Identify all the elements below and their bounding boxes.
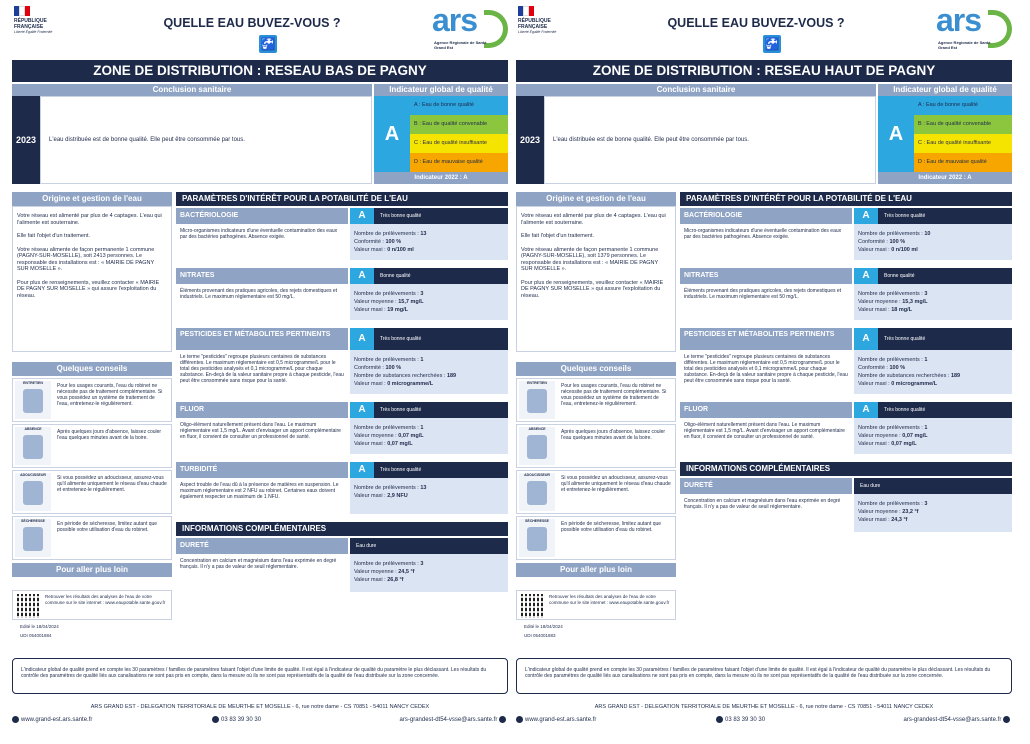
param-description: Le terme "pesticides" regroupe plusieurs centaines de substances différentes. Le maximum réglementaire est 0,5 microgramme/L pour le total des pesticides analysés et 0,1 microgramme/L pour chaque substance. En-deçà de la valeur sanitaire propre à chaque pesticide, l'eau peut être consommée sans risque pour la santé. <box>180 354 344 384</box>
param-grade: A <box>854 402 878 418</box>
param-stats <box>350 418 508 454</box>
info-header: INFORMATIONS COMPLÉMENTAIRES <box>680 462 1012 476</box>
tip-text: Si vous possédez un adoucisseur, assurez-vous qu'il alimente uniquement le réseau d'eau chaude et entretenez-le régulièrement. <box>561 475 671 493</box>
tip-card <box>12 516 172 560</box>
param-grade: A <box>350 328 374 350</box>
stat-line: Nombre de prélèvements : 13 <box>354 231 427 237</box>
durete-stats <box>350 554 508 592</box>
stat-line: Valeur maxi : 26,8 °f <box>354 577 404 583</box>
stat-line: Valeur maxi : 0 n/100 ml <box>354 247 414 253</box>
quality-level-0: A : Eau de bonne qualité <box>410 96 508 115</box>
stat-line: Valeur maxi : 0 microgramme/L <box>858 381 938 387</box>
at-sign-icon <box>1003 716 1010 723</box>
water-quality-sheet <box>12 0 508 724</box>
stat-line: Nombre de prélèvements : 3 <box>354 291 424 297</box>
origin-header: Origine et gestion de l'eau <box>516 192 676 206</box>
tip-illustration-icon: ABSENCE <box>15 427 51 465</box>
tip-text: En période de sécheresse, limitez autant que possible votre utilisation d'eau du robinet. <box>561 521 662 533</box>
stat-line: Valeur maxi : 0 microgramme/L <box>354 381 434 387</box>
param-grade: A <box>854 328 878 350</box>
french-flag-icon <box>14 6 30 16</box>
stat-line: Nombre de prélèvements : 10 <box>858 231 931 237</box>
phone-number: 03 83 39 30 30 <box>716 716 765 723</box>
globe-icon <box>516 716 523 723</box>
info-header: INFORMATIONS COMPLÉMENTAIRES <box>176 522 508 536</box>
tip-illustration-icon: ADOUCISSEUR <box>15 473 51 511</box>
republique-label: RÉPUBLIQUE FRANÇAISE Liberté Égalité Fraternité <box>518 18 557 34</box>
param-description: Oligo-élément naturellement présent dans l'eau. Le maximum réglementaire est 1,5 mg/L. Avant d'envisager un apport complémentaire en fluor, il convient de consulter un professionnel de santé. <box>684 422 845 440</box>
footnote: L'indicateur global de qualité prend en compte les 30 paramètres / familles de paramètres faisant l'objet d'une limite de qualité. Il est égal à l'indicateur de qualité du paramètre le plus déclassant. Les résultats du contrôle des paramètres de qualité liés aux canalisations ne sont pas pris en compte, dans la mesure où ils ne sont pas représentatifs de la qualité de l'eau distribuée sur la zone concernée. <box>516 658 1012 694</box>
param-description: Aspect trouble de l'eau dû à la présence de matières en suspension. Le maximum réglementaire est 2 NFU au robinet. Certaines eaux doivent également respecter un maximum de 1 NFU. <box>180 482 339 500</box>
tip-illustration-icon: SÉCHERESSE <box>15 519 51 557</box>
origin-paragraph: Elle fait l'objet d'un traitement. <box>521 233 595 239</box>
zone-title: ZONE DE DISTRIBUTION : RESEAU HAUT DE PAGNY <box>516 60 1012 82</box>
conclusion-header: Conclusion sanitaire <box>516 84 876 96</box>
stat-line: Conformité : 100 % <box>858 365 906 371</box>
param-grade: A <box>350 462 374 478</box>
year-label: 2023 <box>12 96 40 184</box>
tip-card <box>516 516 676 560</box>
quality-level-0: A : Eau de bonne qualité <box>914 96 1012 115</box>
param-stats <box>854 418 1012 454</box>
stat-line: Nombre de prélèvements : 1 <box>354 425 424 431</box>
origin-paragraph: Elle fait l'objet d'un traitement. <box>17 233 91 239</box>
durete-description: Concentration en calcium et magnésium dans l'eau exprimée en degré français. Il n'y a pas de valeur de seuil réglementaire. <box>684 498 841 510</box>
stat-line: Valeur maxi : 19 mg/L <box>354 307 409 313</box>
param-quality: Très bonne qualité <box>374 208 508 224</box>
tip-text: Après quelques jours d'absence, laissez couler l'eau quelques minutes avant de la boire. <box>57 429 162 441</box>
param-stats <box>854 284 1012 320</box>
param-description: Éléments provenant des pratiques agricoles, des rejets domestiques et industriels. Le maximum réglementaire est 50 mg/L. <box>180 288 338 300</box>
origin-paragraph: Votre réseau alimente de façon permanente 1 commune (PAGNY-SUR-MOSELLE), soit 2413 personnes. Le responsable des installations est : « MAIRIE DE PAGNY SUR MOSELLE ». <box>17 246 155 272</box>
website-link[interactable]: www.grand-est.ars.sante.fr <box>516 716 596 723</box>
ars-logo: ars Agence Régionale de Santé Grand Est <box>432 8 512 54</box>
tip-illustration-icon: SÉCHERESSE <box>519 519 555 557</box>
republique-label: RÉPUBLIQUE FRANÇAISE Liberté Égalité Fraternité <box>14 18 53 34</box>
further-header: Pour aller plus loin <box>12 563 172 577</box>
stat-line: Nombre de prélèvements : 3 <box>858 501 928 507</box>
stat-line: Nombre de substances recherchées : 189 <box>858 373 961 379</box>
further-text: Retrouver les résultats des analyses de l'eau de votre commune sur le site internet : www.eaupotable.sante.gouv.fr <box>549 594 670 605</box>
param-description: Micro-organismes indicateurs d'une éventuelle contamination des eaux par des bactéries pathogènes. Absence exigée. <box>684 228 842 240</box>
param-name: TURBIDITÉ <box>176 462 348 478</box>
durete-name: DURETÉ <box>176 538 348 554</box>
origin-paragraph: Votre réseau est alimenté par plus de 4 captages. L'eau qui l'alimente est souterraine. <box>17 213 162 226</box>
tap-icon: 🚰 <box>260 37 276 51</box>
global-grade: A <box>374 96 410 172</box>
email-link[interactable]: ars-grandest-dt54-vsse@ars.sante.fr <box>904 716 1012 723</box>
page-header <box>516 0 1012 56</box>
durete-name: DURETÉ <box>680 478 852 494</box>
param-name: BACTÉRIOLOGIE <box>680 208 852 224</box>
origin-panel <box>12 206 172 352</box>
stat-line: Nombre de prélèvements : 3 <box>858 291 928 297</box>
water-quality-sheet <box>516 0 1012 724</box>
udi-code: UDI 054001883 <box>524 633 556 638</box>
tips-header: Quelques conseils <box>12 362 172 376</box>
stat-line: Nombre de prélèvements : 1 <box>858 357 928 363</box>
email-link[interactable]: ars-grandest-dt54-vsse@ars.sante.fr <box>400 716 508 723</box>
indicator-header: Indicateur global de qualité <box>374 84 508 96</box>
quality-level-3: D : Eau de mauvaise qualité <box>914 153 1012 172</box>
stat-line: Valeur maxi : 2,9 NFU <box>354 493 408 499</box>
tip-text: Pour les usages courants, l'eau du robinet ne nécessite pas de traitement complémentaire. Si vous possédez un système de traitement de l'eau, entretenez-le régulièrement. <box>561 383 667 407</box>
param-name: NITRATES <box>176 268 348 284</box>
param-stats <box>854 224 1012 260</box>
param-grade: A <box>854 268 878 284</box>
edited-date: Edité le 18/04/2024 <box>524 624 563 629</box>
param-quality: Très bonne qualité <box>374 402 508 418</box>
param-name: NITRATES <box>680 268 852 284</box>
stat-line: Conformité : 100 % <box>354 365 402 371</box>
origin-paragraph: Votre réseau est alimenté par plus de 4 captages. L'eau qui l'alimente est souterraine. <box>521 213 666 226</box>
origin-paragraph: Votre réseau alimente de façon permanente 1 commune (PAGNY-SUR-MOSELLE), soit 1379 personnes. Le responsable des installations est : « MAIRIE DE PAGNY SUR MOSELLE ». <box>521 246 659 272</box>
param-name: PESTICIDES ET MÉTABOLITES PERTINENTS <box>680 328 852 350</box>
tip-illustration-icon: ENTRETIEN <box>519 381 555 419</box>
further-header: Pour aller plus loin <box>516 563 676 577</box>
param-name: BACTÉRIOLOGIE <box>176 208 348 224</box>
param-grade: A <box>350 268 374 284</box>
zone-title: ZONE DE DISTRIBUTION : RESEAU BAS DE PAGNY <box>12 60 508 82</box>
param-quality: Très bonne qualité <box>878 402 1012 418</box>
param-stats <box>350 284 508 320</box>
phone-number: 03 83 39 30 30 <box>212 716 261 723</box>
stat-line: Valeur maxi : 24,3 °f <box>858 517 908 523</box>
tip-card <box>12 470 172 514</box>
tip-illustration-icon: ABSENCE <box>519 427 555 465</box>
tip-card <box>516 470 676 514</box>
param-stats <box>350 478 508 514</box>
indicator-2022: Indicateur 2022 : A <box>374 172 508 184</box>
at-sign-icon <box>499 716 506 723</box>
stat-line: Nombre de prélèvements : 1 <box>858 425 928 431</box>
quality-level-1: B : Eau de qualité convenable <box>410 115 508 134</box>
stat-line: Valeur moyenne : 23,2 °f <box>858 509 919 515</box>
conclusion-text: L'eau distribuée est de bonne qualité. Elle peut être consommée par tous. <box>544 96 876 184</box>
conclusion-header: Conclusion sanitaire <box>12 84 372 96</box>
origin-paragraph: Pour plus de renseignements, veuillez contacter « MAIRIE DE PAGNY SUR MOSELLE » qui assure l'exploitation du réseau. <box>17 279 160 299</box>
durete-stats <box>854 494 1012 532</box>
durete-quality: Eau dure <box>350 538 508 554</box>
param-description: Micro-organismes indicateurs d'une éventuelle contamination des eaux par des bactéries pathogènes. Absence exigée. <box>180 228 338 240</box>
param-quality: Bonne qualité <box>878 268 1012 284</box>
indicator-header: Indicateur global de qualité <box>878 84 1012 96</box>
tip-text: Pour les usages courants, l'eau du robinet ne nécessite pas de traitement complémentaire. Si vous possédez un système de traitement de l'eau, entretenez-le régulièrement. <box>57 383 163 407</box>
quality-level-2: C : Eau de qualité insuffisante <box>410 134 508 153</box>
durete-description: Concentration en calcium et magnésium dans l'eau exprimée en degré français. Il n'y a pas de valeur de seuil réglementaire. <box>180 558 337 570</box>
phone-icon <box>716 716 723 723</box>
conclusion-text: L'eau distribuée est de bonne qualité. Elle peut être consommée par tous. <box>40 96 372 184</box>
param-quality: Bonne qualité <box>374 268 508 284</box>
param-description: Le terme "pesticides" regroupe plusieurs centaines de substances différentes. Le maximum réglementaire est 0,5 microgramme/L pour le total des pesticides analysés et 0,1 microgramme/L pour chaque substance. En-deçà de la valeur sanitaire propre à chaque pesticide, l'eau peut être consommée sans risque pour la santé. <box>684 354 848 384</box>
param-stats <box>350 224 508 260</box>
year-label: 2023 <box>516 96 544 184</box>
param-quality: Très bonne qualité <box>878 328 1012 350</box>
param-grade: A <box>350 402 374 418</box>
tip-card <box>12 378 172 422</box>
param-name: FLUOR <box>680 402 852 418</box>
stat-line: Valeur moyenne : 0,07 mg/L <box>858 433 928 439</box>
origin-header: Origine et gestion de l'eau <box>12 192 172 206</box>
stat-line: Nombre de prélèvements : 13 <box>354 485 427 491</box>
footnote: L'indicateur global de qualité prend en compte les 30 paramètres / familles de paramètres faisant l'objet d'une limite de qualité. Il est égal à l'indicateur de qualité du paramètre le plus déclassant. Les résultats du contrôle des paramètres de qualité liés aux canalisations ne sont pas pris en compte, dans la mesure où ils ne sont pas représentatifs de la qualité de l'eau distribuée sur la zone concernée. <box>12 658 508 694</box>
qr-code-icon[interactable] <box>521 594 545 618</box>
tap-icon: 🚰 <box>764 37 780 51</box>
stat-line: Valeur maxi : 0,07 mg/L <box>858 441 917 447</box>
param-description: Oligo-élément naturellement présent dans l'eau. Le maximum réglementaire est 1,5 mg/L. Avant d'envisager un apport complémentaire en fluor, il convient de consulter un professionnel de santé. <box>180 422 341 440</box>
tip-card <box>516 424 676 468</box>
stat-line: Nombre de prélèvements : 1 <box>354 357 424 363</box>
tip-illustration-icon: ENTRETIEN <box>15 381 51 419</box>
stat-line: Valeur moyenne : 24,5 °f <box>354 569 415 575</box>
stat-line: Valeur moyenne : 15,3 mg/L <box>858 299 928 305</box>
param-stats <box>350 350 508 394</box>
tip-illustration-icon: ADOUCISSEUR <box>519 473 555 511</box>
param-quality: Très bonne qualité <box>374 462 508 478</box>
param-description: Éléments provenant des pratiques agricoles, des rejets domestiques et industriels. Le maximum réglementaire est 50 mg/L. <box>684 288 842 300</box>
globe-icon <box>12 716 19 723</box>
quality-level-3: D : Eau de mauvaise qualité <box>410 153 508 172</box>
stat-line: Valeur moyenne : 15,7 mg/L <box>354 299 424 305</box>
param-stats <box>854 350 1012 394</box>
stat-line: Valeur maxi : 0,07 mg/L <box>354 441 413 447</box>
param-quality: Très bonne qualité <box>374 328 508 350</box>
further-panel <box>12 590 172 620</box>
french-flag-icon <box>518 6 534 16</box>
tip-text: Après quelques jours d'absence, laissez couler l'eau quelques minutes avant de la boire. <box>561 429 666 441</box>
stat-line: Valeur maxi : 18 mg/L <box>858 307 913 313</box>
params-header: PARAMÈTRES D'INTÉRÊT POUR LA POTABILITÉ DE L'EAU <box>680 192 1012 206</box>
udi-code: UDI 054001884 <box>20 633 52 638</box>
tip-text: Si vous possédez un adoucisseur, assurez-vous qu'il alimente uniquement le réseau d'eau chaude et entretenez-le régulièrement. <box>57 475 167 493</box>
tip-card <box>12 424 172 468</box>
qr-code-icon[interactable] <box>17 594 41 618</box>
stat-line: Conformité : 100 % <box>858 239 906 245</box>
ars-logo: ars Agence Régionale de Santé Grand Est <box>936 8 1016 54</box>
tip-text: En période de sécheresse, limitez autant que possible votre utilisation d'eau du robinet. <box>57 521 158 533</box>
param-name: PESTICIDES ET MÉTABOLITES PERTINENTS <box>176 328 348 350</box>
stat-line: Valeur maxi : 0 n/100 ml <box>858 247 918 253</box>
param-grade: A <box>350 208 374 224</box>
durete-quality: Eau dure <box>854 478 1012 494</box>
edited-date: Edité le 18/04/2024 <box>20 624 59 629</box>
params-header: PARAMÈTRES D'INTÉRÊT POUR LA POTABILITÉ DE L'EAU <box>176 192 508 206</box>
stat-line: Valeur moyenne : 0,07 mg/L <box>354 433 424 439</box>
further-text: Retrouver les résultats des analyses de l'eau de votre commune sur le site internet : www.eaupotable.sante.gouv.fr <box>45 594 166 605</box>
header-title: QUELLE EAU BUVEZ-VOUS ? <box>163 16 341 30</box>
param-grade: A <box>854 208 878 224</box>
address-line: ARS GRAND EST - DELEGATION TERRITORIALE DE MEURTHE ET MOSELLE - 6, rue notre dame - CS 70851 - 54011 NANCY CEDEX <box>594 704 934 710</box>
quality-level-2: C : Eau de qualité insuffisante <box>914 134 1012 153</box>
stat-line: Nombre de prélèvements : 3 <box>354 561 424 567</box>
phone-icon <box>212 716 219 723</box>
origin-panel <box>516 206 676 352</box>
header-title: QUELLE EAU BUVEZ-VOUS ? <box>667 16 845 30</box>
website-link[interactable]: www.grand-est.ars.sante.fr <box>12 716 92 723</box>
tip-card <box>516 378 676 422</box>
indicator-2022: Indicateur 2022 : A <box>878 172 1012 184</box>
address-line: ARS GRAND EST - DELEGATION TERRITORIALE DE MEURTHE ET MOSELLE - 6, rue notre dame - CS 70851 - 54011 NANCY CEDEX <box>90 704 430 710</box>
stat-line: Nombre de substances recherchées : 189 <box>354 373 457 379</box>
stat-line: Conformité : 100 % <box>354 239 402 245</box>
tips-header: Quelques conseils <box>516 362 676 376</box>
param-quality: Très bonne qualité <box>878 208 1012 224</box>
param-name: FLUOR <box>176 402 348 418</box>
origin-paragraph: Pour plus de renseignements, veuillez contacter « MAIRIE DE PAGNY SUR MOSELLE » qui assure l'exploitation du réseau. <box>521 279 664 299</box>
page-header <box>12 0 508 56</box>
quality-level-1: B : Eau de qualité convenable <box>914 115 1012 134</box>
further-panel <box>516 590 676 620</box>
global-grade: A <box>878 96 914 172</box>
